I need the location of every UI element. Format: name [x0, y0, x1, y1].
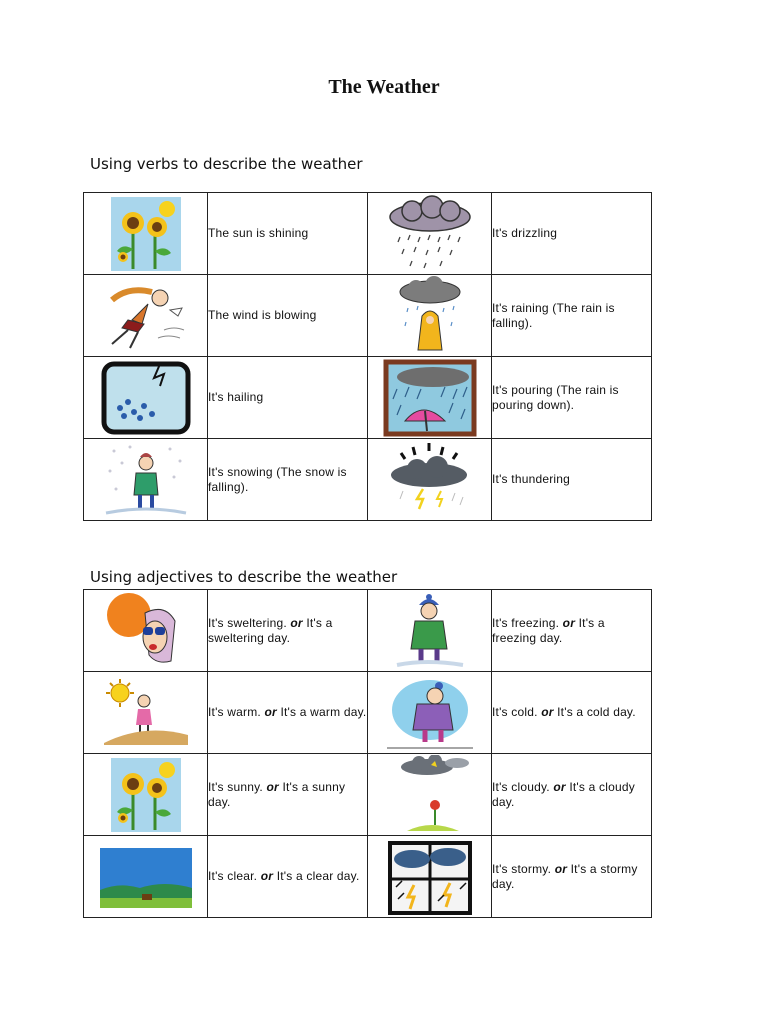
or-connector: or — [553, 779, 566, 794]
sentence-cell: It's sweltering. or It's a sweltering day. — [208, 590, 368, 672]
sentence-cell: It's cloudy. or It's a cloudy day. — [492, 754, 652, 836]
sentence-cell: It's cold. or It's a cold day. — [492, 672, 652, 754]
sentence-cell: It's snowing (The snow is falling). — [208, 439, 368, 521]
table-row — [84, 193, 652, 275]
picture-cell — [84, 275, 208, 357]
or-connector: or — [541, 705, 554, 719]
sentence-cell: The sun is shining — [208, 193, 368, 275]
sentence-cell: It's sunny. or It's a sunny day. — [208, 754, 368, 836]
table-row — [84, 357, 652, 439]
sentence-cell: It's hailing — [208, 357, 368, 439]
picture-cell — [368, 754, 492, 836]
sweltering-woman-icon — [101, 591, 191, 671]
table-row — [84, 754, 652, 836]
cloudy-flower-icon — [387, 755, 473, 835]
or-connector: or — [554, 861, 568, 876]
picture-cell — [84, 193, 208, 275]
sentence-cell: It's stormy. or It's a stormy day. — [492, 836, 652, 918]
sentence-cell: It's freezing. or It's a freezing day. — [492, 590, 652, 672]
page-title: The Weather — [328, 76, 440, 98]
sunflower-sun-icon — [109, 195, 183, 273]
picture-cell — [368, 672, 492, 754]
table-row — [84, 590, 652, 672]
table-row — [84, 672, 652, 754]
picture-cell — [368, 357, 492, 439]
cold-person-icon — [383, 674, 477, 752]
sentence-cell: It's raining (The rain is falling). — [492, 275, 652, 357]
verbs-table — [83, 192, 652, 521]
sunflower-sun-icon — [109, 756, 183, 834]
hail-window-icon — [100, 360, 192, 436]
sentence-cell: The wind is blowing — [208, 275, 368, 357]
or-connector: or — [290, 615, 303, 630]
picture-cell — [84, 672, 208, 754]
or-connector: or — [562, 615, 576, 630]
pouring-umbrella-icon — [383, 359, 477, 437]
snowing-person-icon — [100, 441, 192, 519]
or-connector: or — [260, 869, 274, 883]
picture-cell — [368, 590, 492, 672]
or-connector: or — [266, 779, 279, 794]
adjectives-table — [83, 589, 652, 918]
stormy-window-icon — [384, 837, 476, 917]
clear-sky-landscape-icon — [98, 842, 194, 912]
picture-cell — [84, 754, 208, 836]
picture-cell — [84, 590, 208, 672]
table-row — [84, 275, 652, 357]
freezing-person-icon — [393, 591, 467, 671]
picture-cell — [368, 193, 492, 275]
rain-raincoat-icon — [394, 276, 466, 356]
sentence-cell: It's thundering — [492, 439, 652, 521]
table-row — [84, 439, 652, 521]
picture-cell — [368, 275, 492, 357]
section-heading-verbs: Using verbs to describe the weather — [90, 155, 363, 173]
drizzle-cloud-icon — [384, 195, 476, 273]
picture-cell — [368, 836, 492, 918]
sentence-cell: It's pouring (The rain is pouring down). — [492, 357, 652, 439]
sentence-cell: It's warm. or It's a warm day. — [208, 672, 368, 754]
section-heading-adjectives: Using adjectives to describe the weather — [90, 568, 398, 586]
sentence-cell: It's clear. or It's a clear day. — [208, 836, 368, 918]
picture-cell — [368, 439, 492, 521]
sentence-cell: It's drizzling — [492, 193, 652, 275]
picture-cell — [84, 357, 208, 439]
table-row — [84, 836, 652, 918]
or-connector: or — [264, 705, 277, 719]
warm-sun-child-icon — [100, 677, 192, 749]
windy-girl-icon — [98, 280, 194, 352]
picture-cell — [84, 836, 208, 918]
thunder-cloud-icon — [383, 441, 477, 519]
picture-cell — [84, 439, 208, 521]
